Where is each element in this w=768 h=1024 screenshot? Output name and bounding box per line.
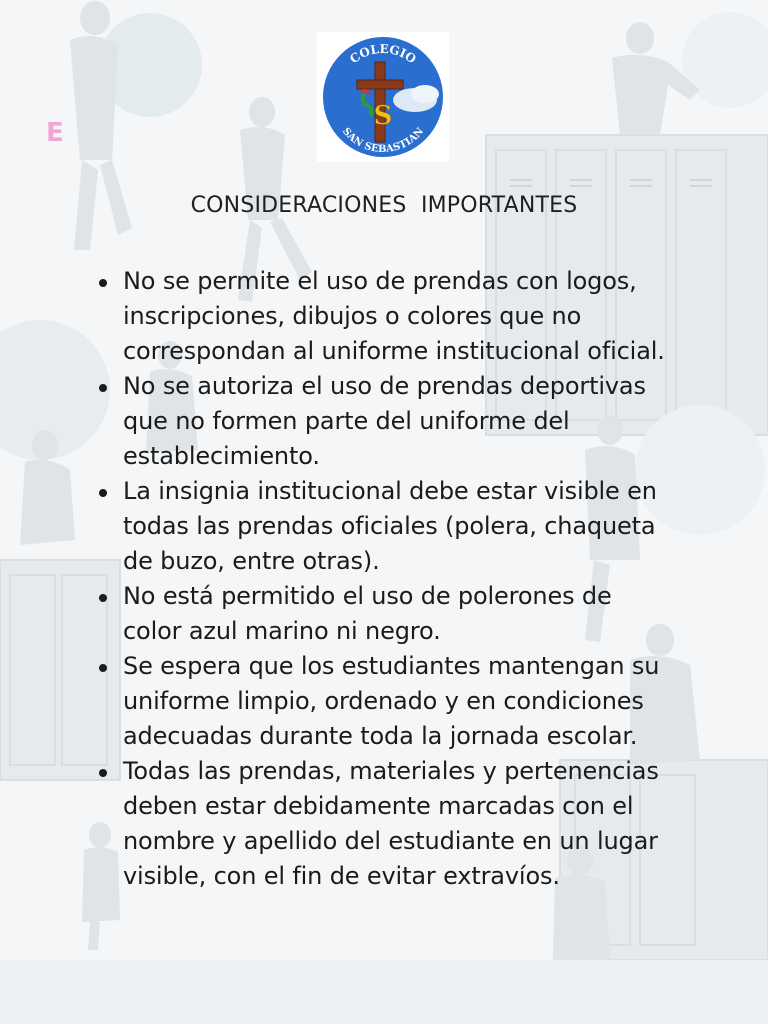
list-item-line: correspondan al uniforme institucional oficial.	[123, 337, 665, 365]
list-item-line: establecimiento.	[123, 442, 320, 470]
svg-text:S: S	[373, 101, 393, 131]
list-item-line: No se permite el uso de prendas con logos,	[123, 267, 637, 295]
list-item-line: todas las prendas oficiales (polera, chaqueta	[123, 512, 656, 540]
list-item-line: adecuadas durante toda la jornada escolar.	[123, 722, 638, 750]
considerations-list	[123, 264, 723, 894]
list-item-line: de buzo, entre otras).	[123, 547, 380, 575]
list-item-line: deben estar debidamente marcadas con el	[123, 792, 634, 820]
page-title: CONSIDERACIONES IMPORTANTES	[190, 193, 578, 218]
list-item-line: No se autoriza el uso de prendas deportivas	[123, 372, 646, 400]
list-item	[123, 264, 723, 369]
svg-text:COLEGIO: COLEGIO	[347, 41, 419, 67]
list-item-line: inscripciones, dibujos o colores que no	[123, 302, 582, 330]
school-logo	[317, 32, 449, 162]
list-item-line: visible, con el fin de evitar extravíos.	[123, 862, 560, 890]
list-item	[123, 369, 723, 474]
list-item-line: La insignia institucional debe estar visible en	[123, 477, 657, 505]
list-item-line: uniforme limpio, ordenado y en condiciones	[123, 687, 644, 715]
list-item-line: Todas las prendas, materiales y pertenencias	[123, 757, 659, 785]
list-item	[123, 754, 723, 894]
list-item-line: Se espera que los estudiantes mantengan su	[123, 652, 660, 680]
list-item	[123, 474, 723, 579]
decorative-letter: E	[46, 118, 64, 148]
list-item-line: color azul marino ni negro.	[123, 617, 441, 645]
list-item-line: que no formen parte del uniforme del	[123, 407, 570, 435]
list-item	[123, 579, 723, 649]
list-item	[123, 649, 723, 754]
svg-text:SAN SEBASTIAN: SAN SEBASTIAN	[339, 125, 427, 156]
list-item-line: No está permitido el uso de polerones de	[123, 582, 612, 610]
list-item-line: nombre y apellido del estudiante en un lugar	[123, 827, 658, 855]
